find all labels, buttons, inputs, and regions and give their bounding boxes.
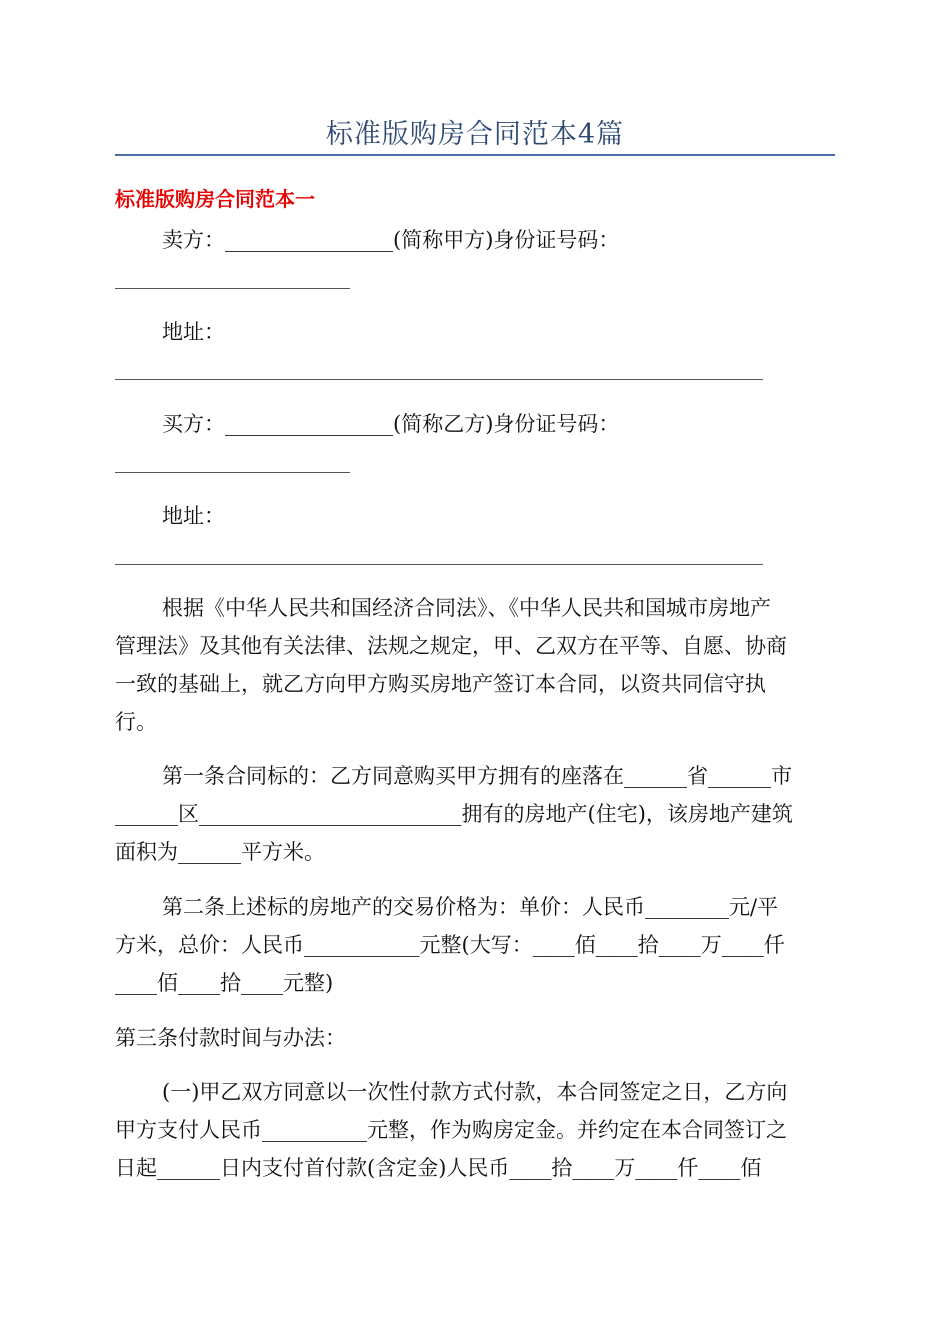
payment-clause-line: 日起______日内支付首付款(含定金)人民币____拾____万____仟____佰 <box>115 1156 762 1180</box>
seller-address-blank <box>115 379 763 380</box>
section-heading: 标准版购房合同范本一 <box>115 187 315 211</box>
article-one-line: ______区_________________________拥有的房地产(住宅)，该房地产建筑 <box>115 802 793 826</box>
article-three-heading: 第三条付款时间与办法： <box>115 1026 346 1050</box>
seller-id-blank <box>115 288 350 289</box>
buyer-address-label: 地址： <box>162 504 225 528</box>
article-one-line: 面积为______平方米。 <box>115 840 325 864</box>
payment-clause-line: 甲方支付人民币__________元整，作为购房定金。并约定在本合同签订之 <box>115 1118 787 1142</box>
payment-clause-line: (一)甲乙双方同意以一次性付款方式付款，本合同签定之日，乙方向 <box>162 1080 788 1104</box>
article-two-line: 第二条上述标的房地产的交易价格为：单价：人民币________元/平 <box>162 895 779 919</box>
seller-address-label: 地址： <box>162 320 225 344</box>
paragraph-line: 管理法》及其他有关法律、法规之规定，甲、乙双方在平等、自愿、协商 <box>115 634 787 658</box>
paragraph-line: 根据《中华人民共和国经济合同法》、《中华人民共和国城市房地产 <box>162 596 771 620</box>
article-two-line: ____佰____拾____元整) <box>115 971 334 995</box>
article-one-line: 第一条合同标的：乙方同意购买甲方拥有的座落在______省______市 <box>162 764 792 788</box>
buyer-line: 买方：________________(简称乙方)身份证号码： <box>162 412 620 436</box>
document-title: 标准版购房合同范本4篇 <box>325 119 625 150</box>
paragraph-line: 行。 <box>115 710 157 734</box>
article-two-line: 方米，总价：人民币___________元整(大写：____佰____拾____万____仟 <box>115 933 785 957</box>
title-underline <box>115 154 835 156</box>
seller-line: 卖方：________________(简称甲方)身份证号码： <box>162 228 620 252</box>
paragraph-line: 一致的基础上，就乙方向甲方购买房地产签订本合同，以资共同信守执 <box>115 672 766 696</box>
buyer-address-blank <box>115 564 763 565</box>
buyer-id-blank <box>115 472 350 473</box>
